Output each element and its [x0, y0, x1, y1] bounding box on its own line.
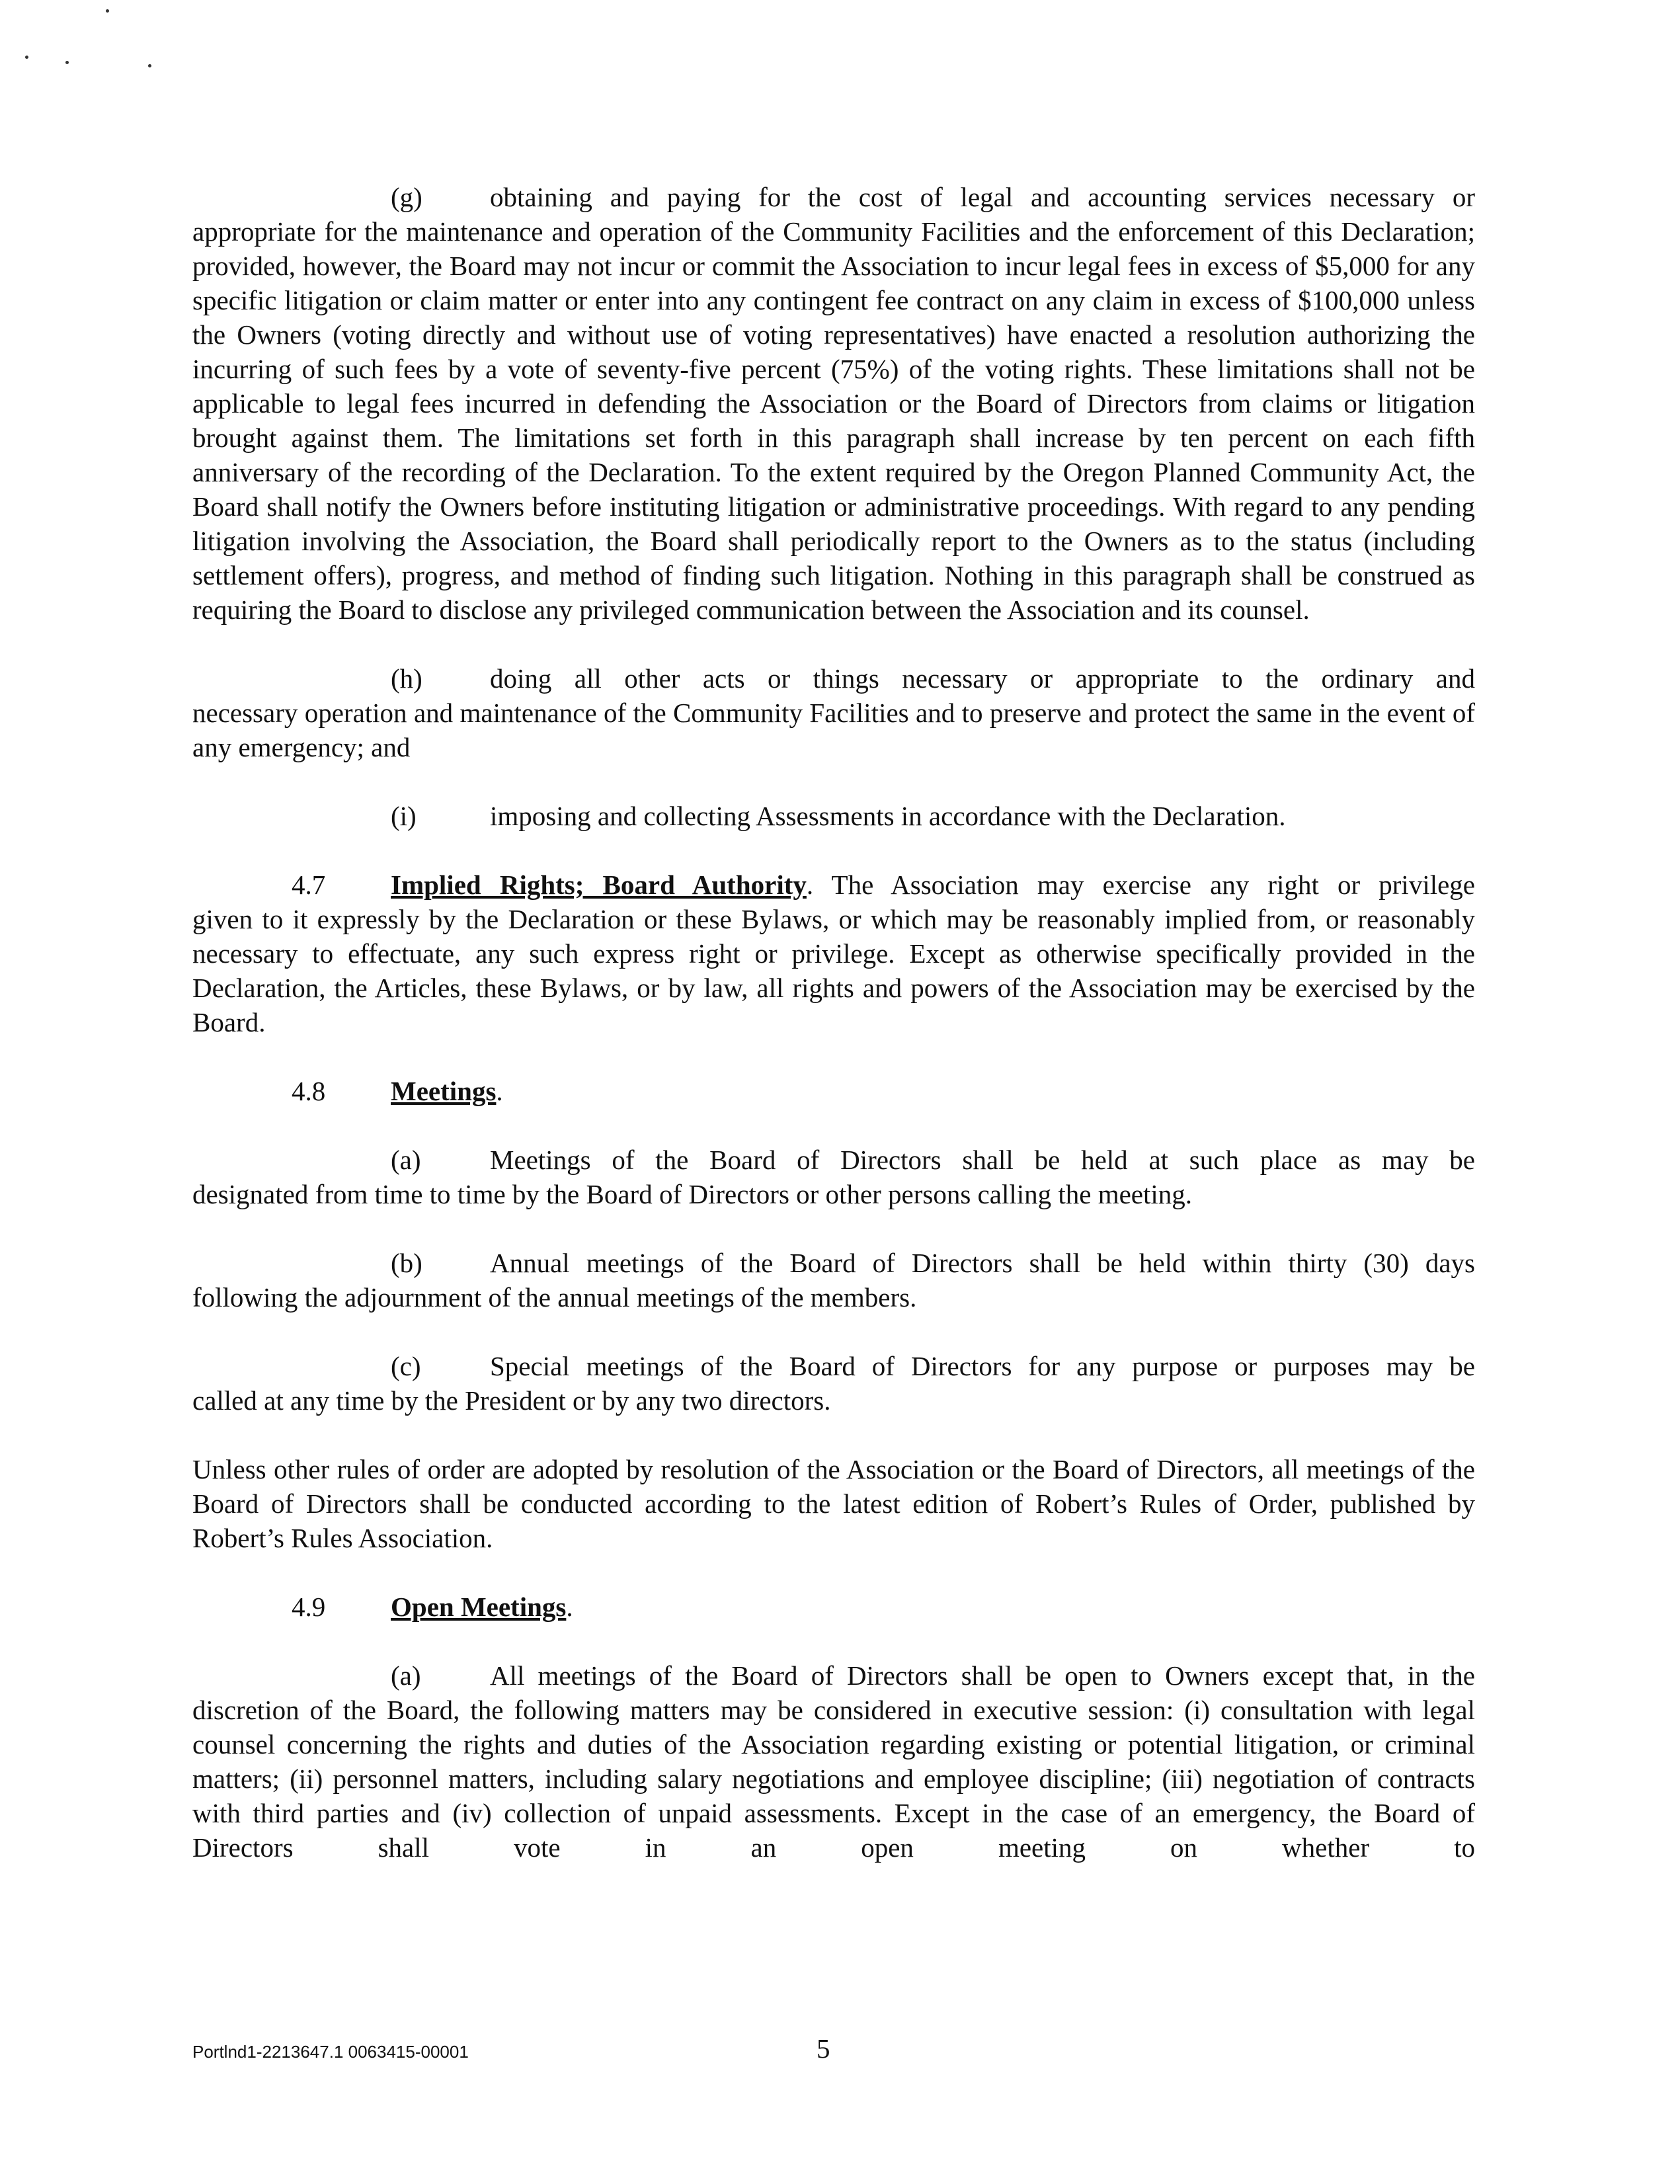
item-first-line: Meetings of the Board of Directors shall be held at such place as may be [490, 1145, 1475, 1175]
item-marker: (b) [391, 1248, 422, 1278]
heading-suffix: . [566, 1592, 573, 1622]
paragraph-4-9-a [192, 1658, 1475, 1693]
section-number: 4.9 [292, 1592, 326, 1622]
paragraph-4-8-a-body: designated from time to time by the Board of Directors or other persons calling the meeting. [192, 1179, 1193, 1209]
rules-of-order-paragraph: Unless other rules of order are adopted by resolution of the Association or the Board of Directors, all meetings of the Board of Directors shall be conducted according to the latest edition of Robert’s Rules of Order, published by Robert’s Rules Association. [192, 1454, 1475, 1553]
paragraph-g-body: appropriate for the maintenance and operation of the Community Facilities and the enforcement of this Declaration; provided, however, the Board may not incur or commit the Association to incur legal fees in excess of $5,000 for any specific litigation or claim matter or enter into any contingent fee contract on any claim in excess of $100,000 unless the Owners (voting directly and without use of voting representatives) have enacted a resolution authorizing the incurring of such fees by a vote of seventy-five percent (75%) of the voting rights. These limitations shall not be applicable to legal fees incurred in defending the Association or the Board of Directors from claims or litigation brought against them. The limitations set forth in this paragraph shall increase by ten percent on each fifth anniversary of the recording of the Declaration. To the extent required by the Oregon Planned Community Act, the Board shall notify the Owners before instituting litigation or administrative proceedings. With regard to any pending litigation involving the Association, the Board shall periodically report to the Owners as to the status (including settlement offers), progress, and method of finding such litigation. Nothing in this paragraph shall be construed as requiring the Board to disclose any privileged communication between the Association and its counsel. [192, 216, 1475, 625]
item-marker: (a) [391, 1145, 421, 1175]
section-number: 4.8 [292, 1076, 326, 1106]
scan-speck [106, 9, 109, 13]
item-first-line: doing all other acts or things necessary or appropriate to the ordinary and [490, 663, 1475, 694]
paragraph-h-body: necessary operation and maintenance of the Community Facilities and to preserve and protect the same in the event of any emergency; and [192, 698, 1475, 762]
section-heading: Implied Rights; Board Authority [391, 870, 807, 900]
paragraph-g [192, 180, 1475, 214]
item-marker: (c) [391, 1351, 421, 1381]
paragraph-i [192, 799, 1475, 833]
item-first-line: Special meetings of the Board of Directors for any purpose or purposes may be [490, 1351, 1475, 1381]
paragraph-4-8-b-body: following the adjournment of the annual meetings of the members. [192, 1282, 917, 1313]
item-first-line: Annual meetings of the Board of Directors shall be held within thirty (30) days [490, 1248, 1475, 1278]
section-4-7 [192, 868, 1475, 902]
document-id-footer: Portlnd1-2213647.1 0063415-00001 [192, 2042, 469, 2062]
section-4-7-body: given to it expressly by the Declaration or these Bylaws, or which may be reasonably implied from, or reasonably necessary to effectuate, any such express right or privilege. Except as otherwise specifically provided in the Declaration, the Articles, these Bylaws, or by law, all rights and powers of the Association may be exercised by the Board. [192, 904, 1475, 1037]
section-4-9-title [192, 1590, 1475, 1624]
paragraph-h [192, 661, 1475, 696]
paragraph-4-8-c [192, 1349, 1475, 1383]
item-marker: (i) [391, 801, 417, 831]
scan-speck [25, 56, 28, 59]
item-marker: (g) [391, 182, 422, 212]
paragraph-4-8-b [192, 1246, 1475, 1280]
page-number: 5 [817, 2033, 830, 2064]
heading-suffix: . [496, 1076, 503, 1106]
document-body [192, 180, 1475, 1865]
item-marker: (a) [391, 1660, 421, 1691]
section-first-line: . The Association may exercise any right or privilege [806, 870, 1476, 900]
scan-speck [148, 64, 151, 67]
scan-speck [65, 61, 69, 64]
item-first-line: All meetings of the Board of Directors shall be open to Owners except that, in the [490, 1660, 1475, 1691]
section-heading: Meetings [391, 1076, 497, 1106]
item-marker: (h) [391, 663, 422, 694]
paragraph-4-9-a-body: discretion of the Board, the following matters may be considered in executive session: (i) consultation with legal counsel concerning the rights and duties of the Association regarding existing or potential litigation, or criminal matters; (ii) personnel matters, including salary negotiations and employee discipline; (iii) negotiation of contracts with third parties and (iv) collection of unpaid assessments. Except in the case of an emergency, the Board of Directors shall vote in an open meeting on whether to [192, 1695, 1475, 1863]
section-4-8-title [192, 1074, 1475, 1108]
item-text: imposing and collecting Assessments in accordance with the Declaration. [490, 801, 1286, 831]
item-first-line: obtaining and paying for the cost of legal and accounting services necessary or [490, 182, 1475, 212]
paragraph-4-8-a [192, 1143, 1475, 1177]
paragraph-4-8-c-body: called at any time by the President or by any two directors. [192, 1385, 831, 1416]
section-heading: Open Meetings [391, 1592, 567, 1622]
section-number: 4.7 [292, 870, 326, 900]
